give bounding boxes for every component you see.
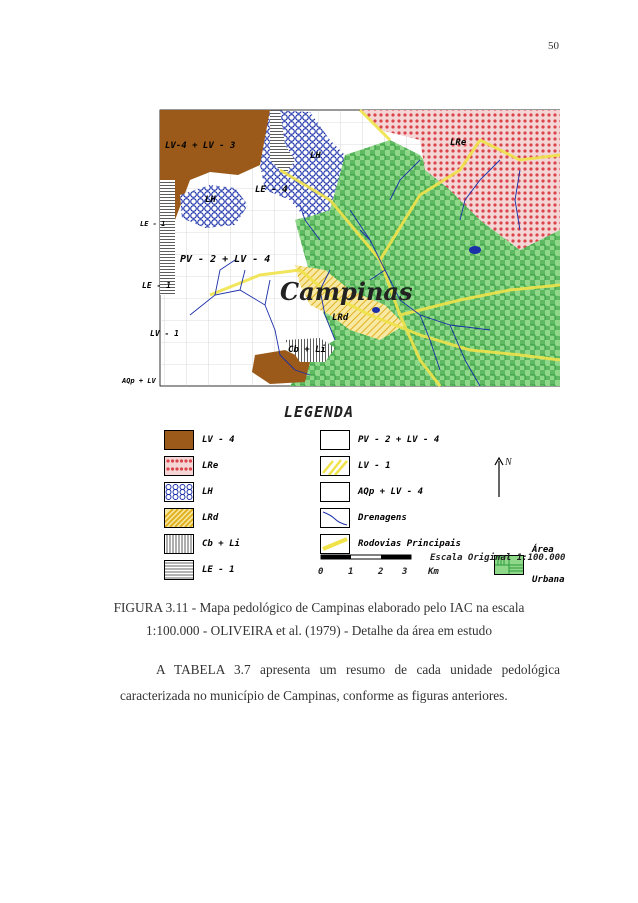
legend-label: Drenagens: [358, 513, 407, 523]
legend-label: LH: [202, 487, 213, 497]
legend-swatch-blue-circles: [164, 482, 194, 502]
legend-label: LE - 1: [202, 565, 235, 575]
map-label-lre: LRe: [450, 138, 467, 148]
legend-label: LV - 4: [202, 435, 235, 445]
legend-swatch-white: [320, 482, 350, 502]
map-label-aqp-lv: AQp + LV: [122, 377, 156, 385]
map-label-lh-top: LH: [310, 151, 321, 161]
map-town-label: Campinas: [280, 277, 413, 306]
map-label-le1: LE - 1: [142, 281, 171, 290]
body-paragraph: [120, 657, 560, 709]
legend-swatch-horizontal-lines: [164, 560, 194, 580]
soil-map: [120, 100, 560, 400]
legend-label: AQp + LV - 4: [358, 487, 424, 497]
scale-tick-label: 3: [402, 567, 408, 577]
scale-tick-label: Km: [428, 567, 439, 577]
scale-tick-label: 2: [378, 567, 384, 577]
legend-item: [320, 534, 461, 554]
scale-tick-label: 1: [348, 567, 354, 577]
page-number: 50: [548, 40, 559, 52]
legend-title: LEGENDA: [283, 403, 355, 421]
legend-item: [164, 456, 218, 476]
legend-item: [164, 430, 235, 450]
legend-swatch-vertical-lines: [164, 534, 194, 554]
legend-urban-line2: Urbana: [532, 575, 565, 585]
paragraph-text: A TABELA 3.7 apresenta um resumo de cada unidade pedológica caracterizada no município de Campinas, conforme as figuras anteriores.: [120, 662, 560, 703]
scale-text: Escala Original 1:100.000: [430, 553, 566, 563]
caption-line-1: FIGURA 3.11 - Mapa pedológico de Campinas elaborado pelo IAC na escala: [113, 600, 525, 615]
map-label-pv2-lv4: PV - 2 + LV - 4: [180, 254, 271, 265]
legend-urban-line1: Área: [532, 545, 554, 555]
legend-swatch-drainage: [320, 508, 350, 528]
legend-swatch-yellow-hatch: [164, 508, 194, 528]
legend-swatch-brown: [164, 430, 194, 450]
legend-item: [320, 508, 407, 528]
legend-label: PV - 2 + LV - 4: [358, 435, 440, 445]
legend-item-urban: [494, 525, 565, 605]
legend-swatch-road: [320, 534, 350, 554]
north-label: N: [505, 457, 512, 468]
map-label-lv1: LV - 1: [150, 329, 179, 338]
map-label-le-left: LE - 1: [140, 220, 166, 228]
scale-bar: [320, 553, 412, 561]
legend-item: [164, 534, 240, 554]
map-label-lv4-lv3: LV-4 + LV - 3: [165, 141, 236, 151]
legend-swatch-yellow-diagonal: [320, 456, 350, 476]
legend-swatch-red-dots: [164, 456, 194, 476]
map-label-le4: LE - 4: [255, 185, 288, 195]
map-label-cb-li: Cb + Li: [288, 345, 326, 355]
legend-swatch-white: [320, 430, 350, 450]
legend-item: [164, 482, 213, 502]
legend-label: LRe: [202, 461, 219, 471]
legend-item: [164, 508, 218, 528]
legend-item: [164, 560, 235, 580]
legend-label: LV - 1: [358, 461, 391, 471]
legend-item: [320, 456, 391, 476]
north-arrow-icon: [494, 457, 504, 497]
figure-caption: [0, 596, 638, 642]
map-label-lrd: LRd: [332, 313, 349, 323]
legend-label: Rodovias Principais: [358, 539, 461, 549]
caption-line-2: 1:100.000 - OLIVEIRA et al. (1979) - Detalhe da área em estudo: [146, 623, 492, 638]
legend-label: LRd: [202, 513, 219, 523]
legend-item: [320, 430, 439, 450]
map-label-lh-left: LH: [205, 195, 216, 205]
scale-tick-label: 0: [318, 567, 324, 577]
legend-item: [320, 482, 423, 502]
legend-label: Cb + Li: [202, 539, 240, 549]
